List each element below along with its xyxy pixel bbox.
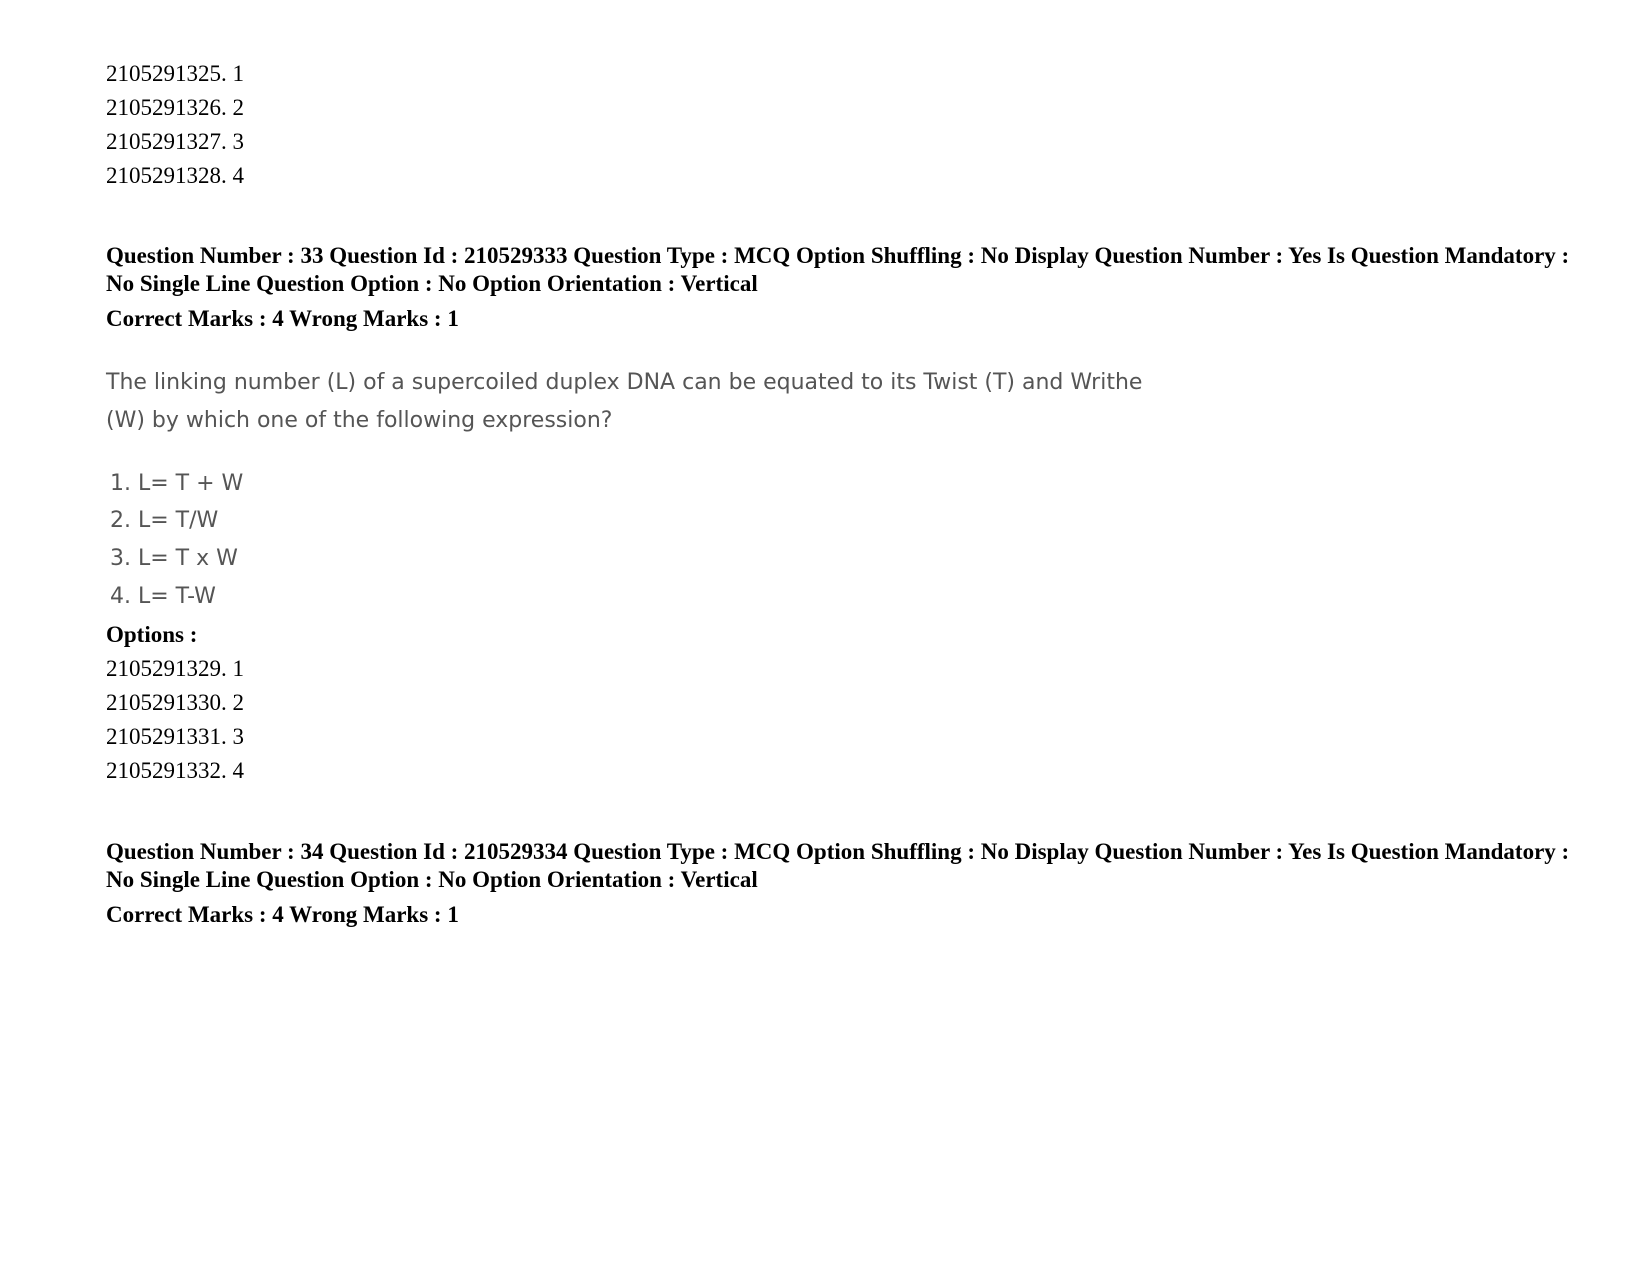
option-line: 2105291329. 1 <box>106 656 244 681</box>
question-33-marks: Correct Marks : 4 Wrong Marks : 1 <box>106 306 459 331</box>
question-33-expression: 1. L= T + W <box>110 471 244 496</box>
question-33-expression: 3. L= T x W <box>110 546 238 571</box>
question-33-text-line-1: The linking number (L) of a supercoiled duplex DNA can be equated to its Twist (T) and Writhe <box>106 370 1143 395</box>
option-line: 2105291328. 4 <box>106 163 244 188</box>
question-33-header: Question Number : 33 Question Id : 210529333 Question Type : MCQ Option Shuffling : No Display Question Number : Yes Is Question Mandatory : No Single Line Question Option : No Option Orientation : Vertical <box>106 243 1570 296</box>
question-33-expression: 2. L= T/W <box>110 508 219 533</box>
option-line: 2105291326. 2 <box>106 95 244 120</box>
option-line: 2105291325. 1 <box>106 61 244 86</box>
question-33-options-label: Options : <box>106 622 198 647</box>
option-line: 2105291332. 4 <box>106 758 244 783</box>
question-33-text-line-2: (W) by which one of the following expression? <box>106 408 613 433</box>
option-line: 2105291330. 2 <box>106 690 244 715</box>
option-line: 2105291327. 3 <box>106 129 244 154</box>
question-33-expression: 4. L= T-W <box>110 584 216 609</box>
question-34-marks: Correct Marks : 4 Wrong Marks : 1 <box>106 902 459 927</box>
option-line: 2105291331. 3 <box>106 724 244 749</box>
question-34-header: Question Number : 34 Question Id : 210529334 Question Type : MCQ Option Shuffling : No Display Question Number : Yes Is Question Mandatory : No Single Line Question Option : No Option Orientation : Vertical <box>106 839 1570 892</box>
